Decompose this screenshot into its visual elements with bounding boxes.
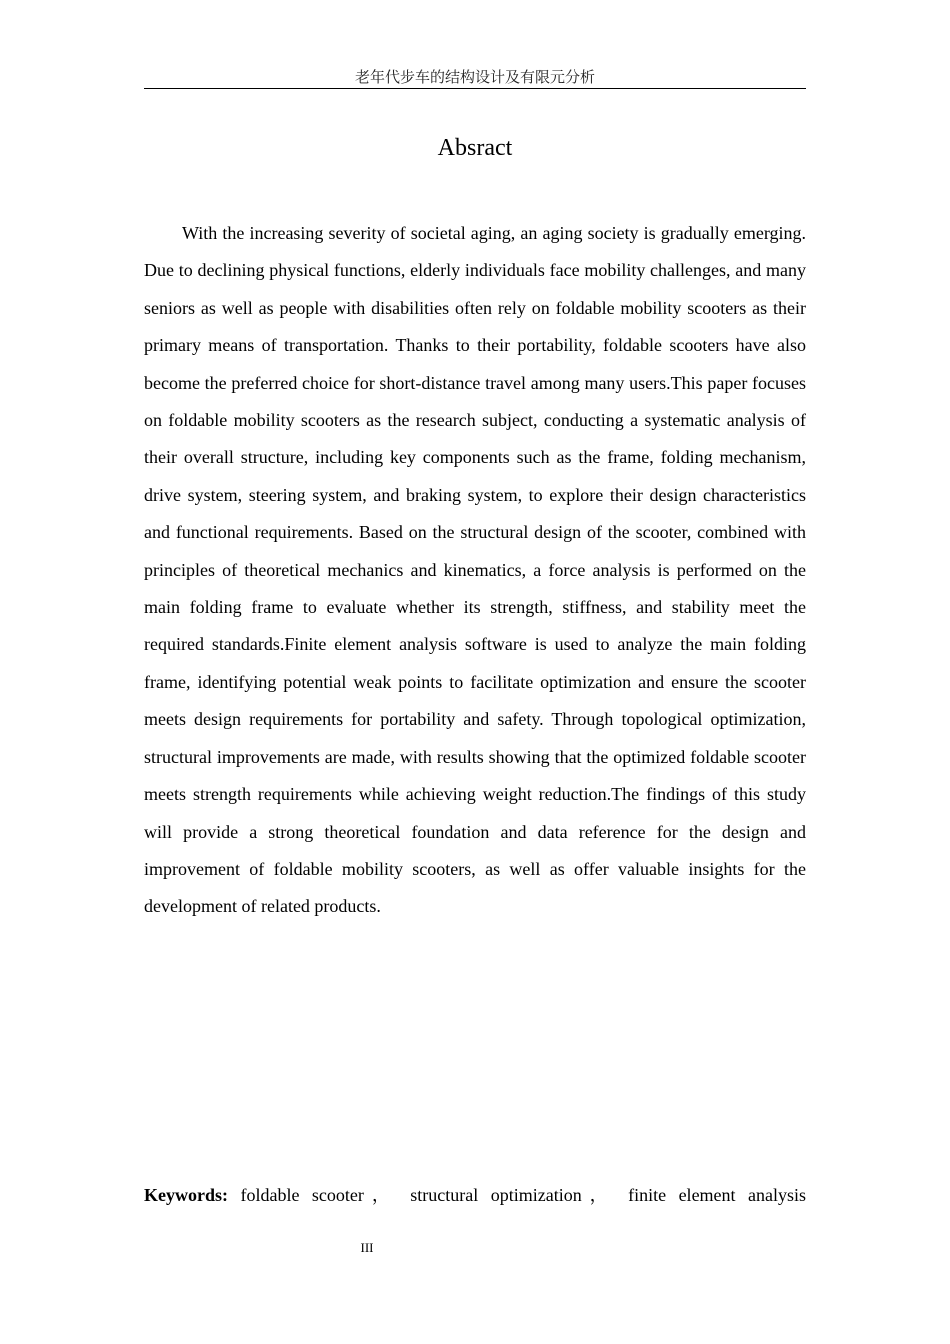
keywords-line <box>144 1177 806 1214</box>
keywords-label: Keywords: <box>144 1185 228 1205</box>
abstract-paragraph: With the increasing severity of societal aging, an aging society is gradually emerging. Due to declining physical functions, elderly individuals face mobility challenges, and many seniors as well as people with disabilities often rely on foldable mobility scooters as their primary means of transportation. Thanks to their portability, foldable scooters have also become the preferred choice for short-distance travel among many users.This paper focuses on foldable mobility scooters as the research subject, conducting a systematic analysis of their overall structure, including key components such as the frame, folding mechanism, drive system, steering system, and braking system, to explore their design characteristics and functional requirements. Based on the structural design of the scooter, combined with principles of theoretical mechanics and kinematics, a force analysis is performed on the main folding frame to evaluate whether its strength, stiffness, and stability meet the required standards.Finite element analysis software is used to analyze the main folding frame, identifying potential weak points to facilitate optimization and ensure the scooter meets design requirements for portability and safety. Through topological optimization, structural improvements are made, with results showing that the optimized foldable scooter meets strength requirements while achieving weight reduction.The findings of this study will provide a strong theoretical foundation and data reference for the design and improvement of foldable mobility scooters, as well as offer valuable insights for the development of related products. <box>144 223 806 917</box>
running-header: 老年代步车的结构设计及有限元分析 <box>354 68 595 86</box>
page-number: III <box>360 1240 374 1255</box>
keywords-text: foldable scooter， structural optimization， finite element analysis <box>240 1185 807 1205</box>
header-divider <box>144 88 806 89</box>
page-title: Absract <box>437 135 513 161</box>
